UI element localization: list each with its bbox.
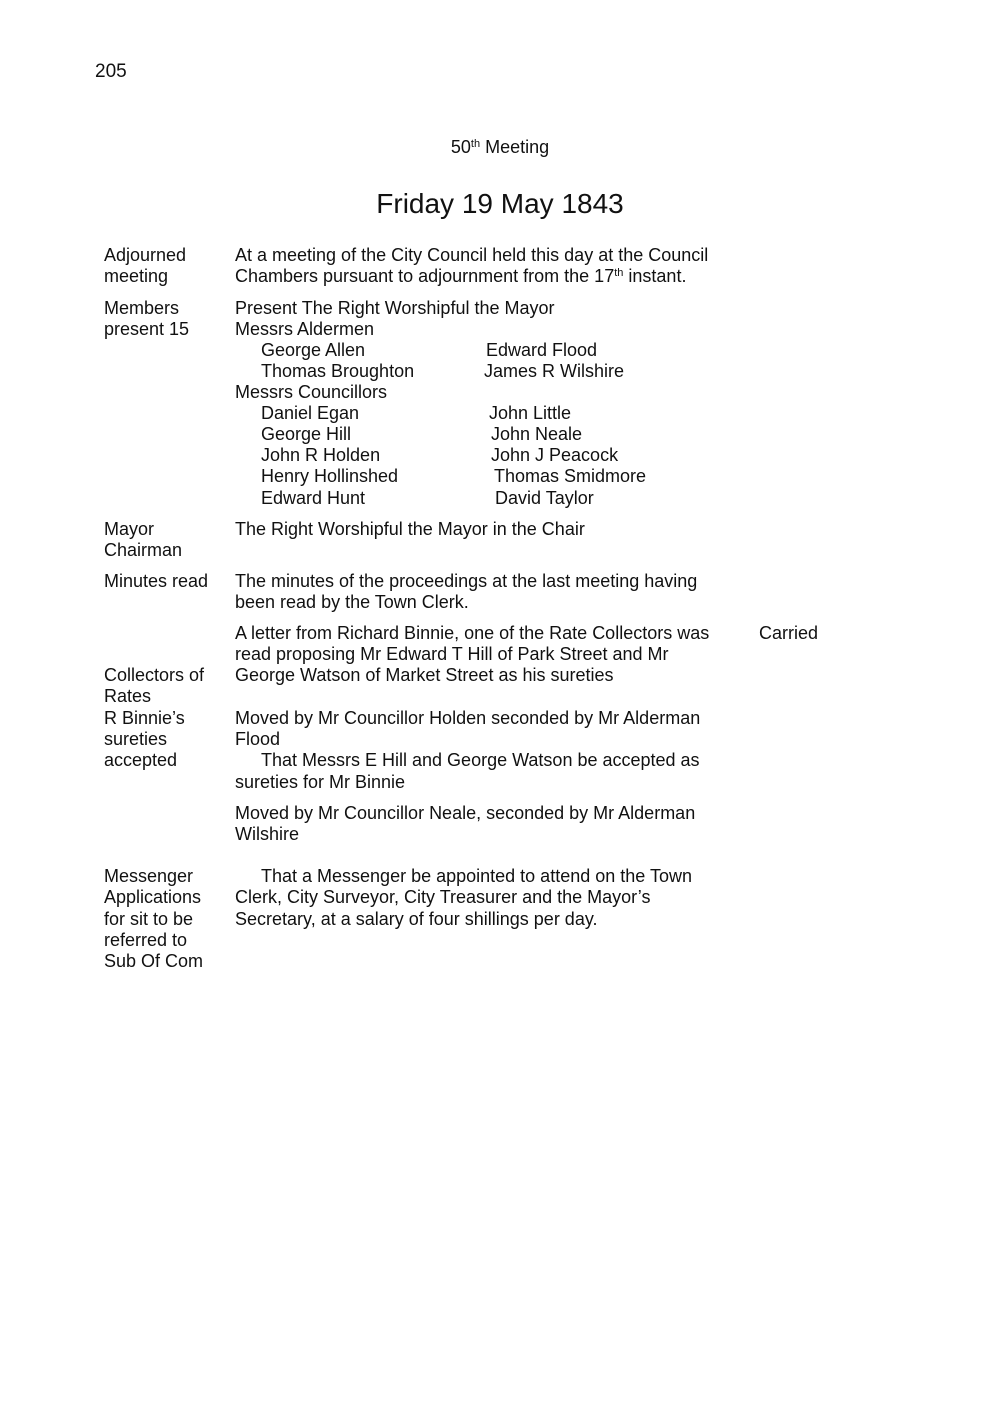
margin-note-messenger-1: Messenger	[104, 866, 194, 886]
margin-note-collectors-4: sureties	[104, 729, 168, 749]
margin-note-adjourned-1: Adjourned	[104, 245, 187, 265]
date-heading: Friday 19 May 1843	[376, 188, 624, 219]
resolution-sureties-line-1: That Messrs E Hill and George Watson be accepted as	[261, 750, 700, 770]
councillor-name: John R Holden	[261, 445, 381, 465]
councillor-name: Thomas Smidmore	[494, 466, 647, 486]
councillor-name: Daniel Egan	[261, 403, 360, 423]
councillor-name: David Taylor	[495, 488, 594, 508]
councillors-heading: Messrs Councillors	[235, 382, 388, 402]
councillor-name: John Neale	[491, 424, 583, 444]
alderman-name: Edward Flood	[486, 340, 598, 360]
motion-holden-line-1: Moved by Mr Councillor Holden seconded by Mr Alderman	[235, 708, 701, 728]
adjourned-text-line-2	[235, 266, 686, 287]
meeting-number	[0, 137, 1000, 158]
margin-note-minutes: Minutes read	[104, 571, 209, 591]
carried-note: Carried	[759, 623, 819, 643]
chair-text: The Right Worshipful the Mayor in the Chair	[235, 519, 585, 539]
meeting-word: Meeting	[480, 137, 550, 157]
margin-note-collectors-2: Rates	[104, 686, 152, 706]
margin-note-adjourned-2: meeting	[104, 266, 169, 286]
letter-text-line-1: A letter from Richard Binnie, one of the Rate Collectors was	[235, 623, 710, 643]
motion-holden-line-2: Flood	[235, 729, 281, 749]
councillor-name: Henry Hollinshed	[261, 466, 399, 486]
meeting-number-suffix: th	[470, 138, 481, 150]
margin-note-collectors-5: accepted	[104, 750, 178, 770]
margin-note-members-1: Members	[104, 298, 180, 318]
adjourned-text-line-2-main: Chambers pursuant to adjournment from the 17	[235, 266, 615, 286]
councillor-name: John Little	[489, 403, 572, 423]
margin-note-collectors-1: Collectors of	[104, 665, 205, 685]
minutes-text-line-2: been read by the Town Clerk.	[235, 592, 469, 612]
margin-note-collectors-3: R Binnie’s	[104, 708, 185, 728]
minutes-text-line-1: The minutes of the proceedings at the last meeting having	[235, 571, 698, 591]
motion-neale-line-1: Moved by Mr Councillor Neale, seconded by Mr Alderman	[235, 803, 696, 823]
margin-note-members-2: present 15	[104, 319, 190, 339]
councillor-name: George Hill	[261, 424, 352, 444]
adjourned-text-line-1: At a meeting of the City Council held this day at the Council	[235, 245, 709, 265]
resolution-messenger-line-3: Secretary, at a salary of four shillings per day.	[235, 909, 598, 929]
adjourned-ordinal-suffix: th	[614, 267, 624, 279]
present-line: Present The Right Worshipful the Mayor	[235, 298, 555, 318]
margin-note-chair-1: Mayor	[104, 519, 155, 539]
margin-note-messenger-2: Applications	[104, 887, 202, 907]
adjourned-text-line-2-end: instant.	[623, 266, 687, 286]
resolution-sureties-line-2: sureties for Mr Binnie	[235, 772, 406, 792]
aldermen-heading: Messrs Aldermen	[235, 319, 375, 339]
letter-text-line-3: George Watson of Market Street as his sureties	[235, 665, 614, 685]
resolution-messenger-line-2: Clerk, City Surveyor, City Treasurer and the Mayor’s	[235, 887, 651, 907]
alderman-name: Thomas Broughton	[261, 361, 415, 381]
margin-note-messenger-4: referred to	[104, 930, 188, 950]
margin-note-messenger-3: for sit to be	[104, 909, 194, 929]
margin-note-chair-2: Chairman	[104, 540, 183, 560]
letter-text-line-2: read proposing Mr Edward T Hill of Park Street and Mr	[235, 644, 669, 664]
meeting-number-value: 50	[450, 137, 471, 157]
motion-neale-line-2: Wilshire	[235, 824, 300, 844]
resolution-messenger-line-1: That a Messenger be appointed to attend on the Town	[261, 866, 692, 886]
alderman-name: James R Wilshire	[484, 361, 625, 381]
alderman-name: George Allen	[261, 340, 366, 360]
margin-note-messenger-5: Sub Of Com	[104, 951, 204, 971]
councillor-name: John J Peacock	[491, 445, 619, 465]
page-number: 205	[95, 61, 127, 82]
councillor-name: Edward Hunt	[261, 488, 366, 508]
